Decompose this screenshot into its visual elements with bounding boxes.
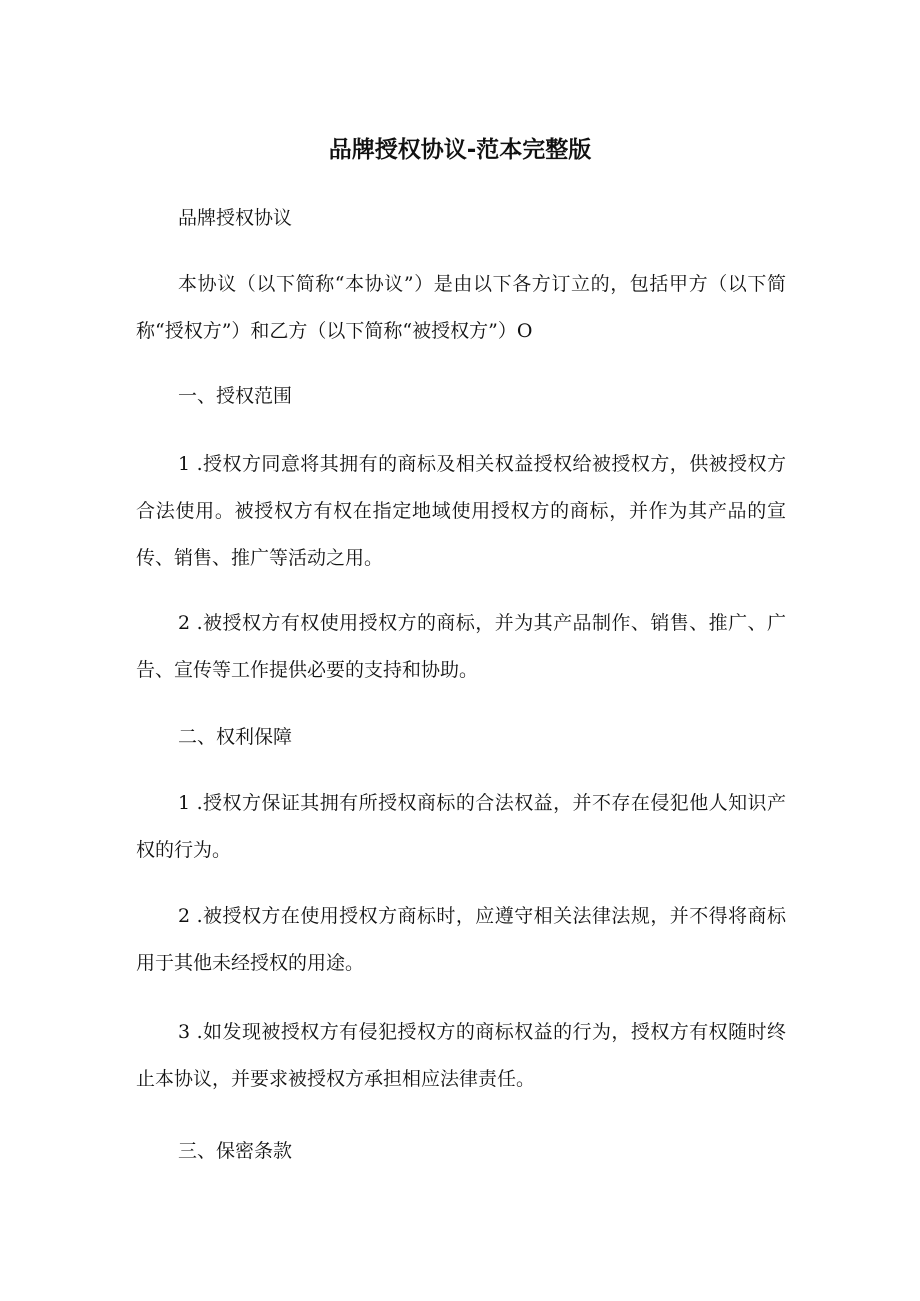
section-2-heading: 二、权利保障 xyxy=(178,726,293,748)
section-2-item-2: 2 .被授权方在使用授权方商标时，应遵守相关法律法规，并不得将商标用于其他未经授权的用途。 xyxy=(136,905,786,974)
agreement-subtitle: 品牌授权协议 xyxy=(178,207,293,229)
section-1-item-1: 1 .授权方同意将其拥有的商标及相关权益授权给被授权方，供被授权方合法使用。被授权方有权在指定地域使用授权方的商标，并作为其产品的宣传、销售、推广等活动之用。 xyxy=(136,453,786,569)
section-1-item-2: 2 .被授权方有权使用授权方的商标，并为其产品制作、销售、推广、广告、宣传等工作提供必要的支持和协助。 xyxy=(136,612,786,681)
section-3-heading: 三、保密条款 xyxy=(178,1140,293,1162)
section-1-heading: 一、授权范围 xyxy=(178,385,293,407)
section-2-item-3: 3 .如发现被授权方有侵犯授权方的商标权益的行为，授权方有权随时终止本协议，并要求被授权方承担相应法律责任。 xyxy=(136,1021,786,1090)
intro-paragraph: 本协议（以下简称“本协议”）是由以下各方订立的，包括甲方（以下简称“授权方”）和乙方（以下简称“被授权方”）O xyxy=(136,273,786,342)
document-title: 品牌授权协议-范本完整版 xyxy=(328,137,592,163)
section-2-item-1: 1 .授权方保证其拥有所授权商标的合法权益，并不存在侵犯他人知识产权的行为。 xyxy=(136,792,786,861)
